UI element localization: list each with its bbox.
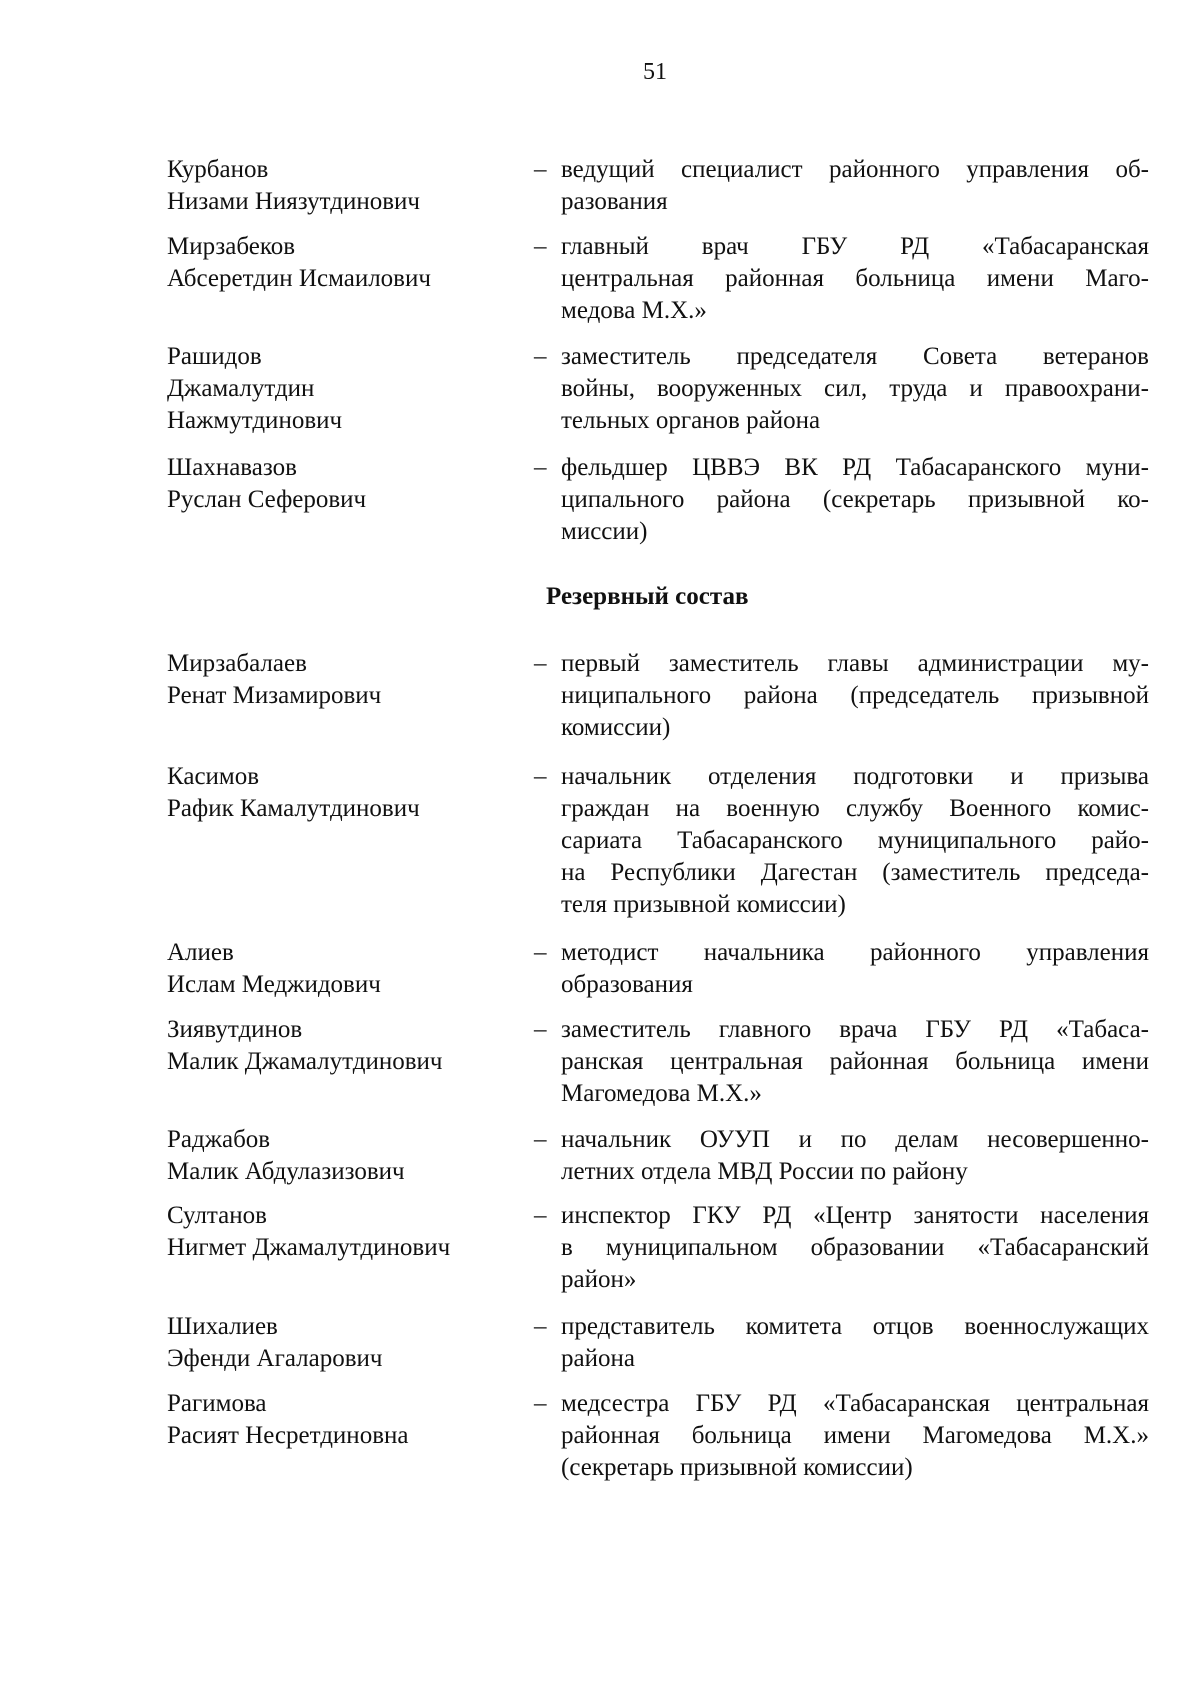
member-role-line: ципального района (секретарь призывной ко- [561, 486, 1149, 513]
member-role-line: начальник ОУУП и по делам несовершенно- [561, 1126, 1149, 1153]
member-name-line: Курбанов [167, 156, 269, 183]
member-name-line: Ислам Меджидович [167, 971, 381, 998]
member-name-line: Абсеретдин Исмаилович [167, 265, 431, 292]
member-role-line: представитель комитета отцов военнослужащих [561, 1313, 1149, 1340]
member-role [561, 154, 1149, 218]
dash-separator: – [534, 939, 547, 966]
member-name-line: Рашидов [167, 343, 262, 370]
member-role-line: войны, вооруженных сил, труда и правоохрани- [561, 375, 1149, 402]
member-name [167, 937, 527, 1001]
page-number: 51 [643, 59, 667, 85]
member-name-line: Рагимова [167, 1390, 267, 1417]
member-role-line: инспектор ГКУ РД «Центр занятости населения [561, 1202, 1149, 1229]
member-role-line: ведущий специалист районного управления об- [561, 156, 1149, 183]
member-role [561, 1200, 1149, 1296]
member-role-line: заместитель главного врача ГБУ РД «Табаса- [561, 1016, 1149, 1043]
member-name-line: Нигмет Джамалутдинович [167, 1234, 451, 1261]
dash-separator: – [534, 650, 547, 677]
member-role-line: районная больница имени Магомедова М.Х.» [561, 1422, 1149, 1449]
member-role-line: разования [561, 188, 668, 215]
member-name [167, 341, 527, 437]
member-role-line: тельных органов района [561, 407, 821, 434]
member-role-line: фельдшер ЦВВЭ ВК РД Табасаранского муни- [561, 454, 1149, 481]
member-name-line: Руслан Сеферович [167, 486, 367, 513]
member-name-line: Шахнавазов [167, 454, 297, 481]
member-name-line: Алиев [167, 939, 234, 966]
member-role [561, 1014, 1149, 1110]
member-name-line: Раджабов [167, 1126, 271, 1153]
member-role [561, 341, 1149, 437]
member-role-line: летних отдела МВД России по району [561, 1158, 968, 1185]
member-name [167, 154, 527, 218]
member-name-line: Мирзабеков [167, 233, 296, 260]
member-role-line: ниципального района (председатель призывной [561, 682, 1149, 709]
member-role-line: на Республики Дагестан (заместитель председа- [561, 859, 1149, 886]
member-role-line: начальник отделения подготовки и призыва [561, 763, 1149, 790]
member-name [167, 1311, 527, 1375]
dash-separator: – [534, 156, 547, 183]
member-name [167, 648, 527, 712]
member-role-line: район» [561, 1266, 637, 1293]
member-name-line: Шихалиев [167, 1313, 278, 1340]
member-role-line: медсестра ГБУ РД «Табасаранская центральная [561, 1390, 1149, 1417]
dash-separator: – [534, 1313, 547, 1340]
member-name [167, 452, 527, 516]
member-name-line: Малик Джамалутдинович [167, 1048, 443, 1075]
member-name-line: Малик Абдулазизович [167, 1158, 405, 1185]
member-name [167, 1014, 527, 1078]
member-role-line: методист начальника районного управления [561, 939, 1149, 966]
member-role [561, 937, 1149, 1001]
member-role-line: сариата Табасаранского муниципального райо- [561, 827, 1149, 854]
member-name-line: Султанов [167, 1202, 267, 1229]
member-role-line: ранская центральная районная больница имени [561, 1048, 1149, 1075]
member-name [167, 761, 527, 825]
member-name-line: Джамалутдин [167, 375, 315, 402]
dash-separator: – [534, 343, 547, 370]
member-role-line: комиссии) [561, 714, 671, 741]
member-role [561, 231, 1149, 327]
member-role-line: теля призывной комиссии) [561, 891, 846, 918]
member-name [167, 1388, 527, 1452]
member-name [167, 1200, 527, 1264]
member-role [561, 452, 1149, 548]
member-name-line: Низами Ниязутдинович [167, 188, 420, 215]
member-role-line: главный врач ГБУ РД «Табасаранская [561, 233, 1149, 260]
member-role [561, 761, 1149, 921]
member-role-line: заместитель председателя Совета ветеранов [561, 343, 1149, 370]
dash-separator: – [534, 1390, 547, 1417]
member-role-line: образования [561, 971, 693, 998]
reserve-heading: Резервный состав [546, 583, 749, 610]
member-name-line: Мирзабалаев [167, 650, 307, 677]
member-name-line: Зиявутдинов [167, 1016, 303, 1043]
member-name-line: Рафик Камалутдинович [167, 795, 420, 822]
member-role-line: миссии) [561, 518, 648, 545]
member-role-line: первый заместитель главы администрации му- [561, 650, 1149, 677]
member-name [167, 1124, 527, 1188]
dash-separator: – [534, 1016, 547, 1043]
dash-separator: – [534, 1126, 547, 1153]
member-name-line: Эфенди Агаларович [167, 1345, 383, 1372]
dash-separator: – [534, 233, 547, 260]
member-role-line: в муниципальном образовании «Табасаранский [561, 1234, 1149, 1261]
dash-separator: – [534, 454, 547, 481]
member-role-line: (секретарь призывной комиссии) [561, 1454, 913, 1481]
member-role-line: граждан на военную службу Военного комис- [561, 795, 1149, 822]
member-role-line: Магомедова М.Х.» [561, 1080, 762, 1107]
dash-separator: – [534, 763, 547, 790]
member-name-line: Нажмутдинович [167, 407, 343, 434]
member-role [561, 648, 1149, 744]
member-name [167, 231, 527, 295]
member-role [561, 1124, 1149, 1188]
member-role-line: центральная районная больница имени Маго- [561, 265, 1149, 292]
member-role [561, 1311, 1149, 1375]
member-role-line: района [561, 1345, 635, 1372]
member-name-line: Расият Несретдиновна [167, 1422, 409, 1449]
member-name-line: Ренат Мизамирович [167, 682, 382, 709]
dash-separator: – [534, 1202, 547, 1229]
member-name-line: Касимов [167, 763, 260, 790]
member-role [561, 1388, 1149, 1484]
member-role-line: медова М.Х.» [561, 297, 707, 324]
